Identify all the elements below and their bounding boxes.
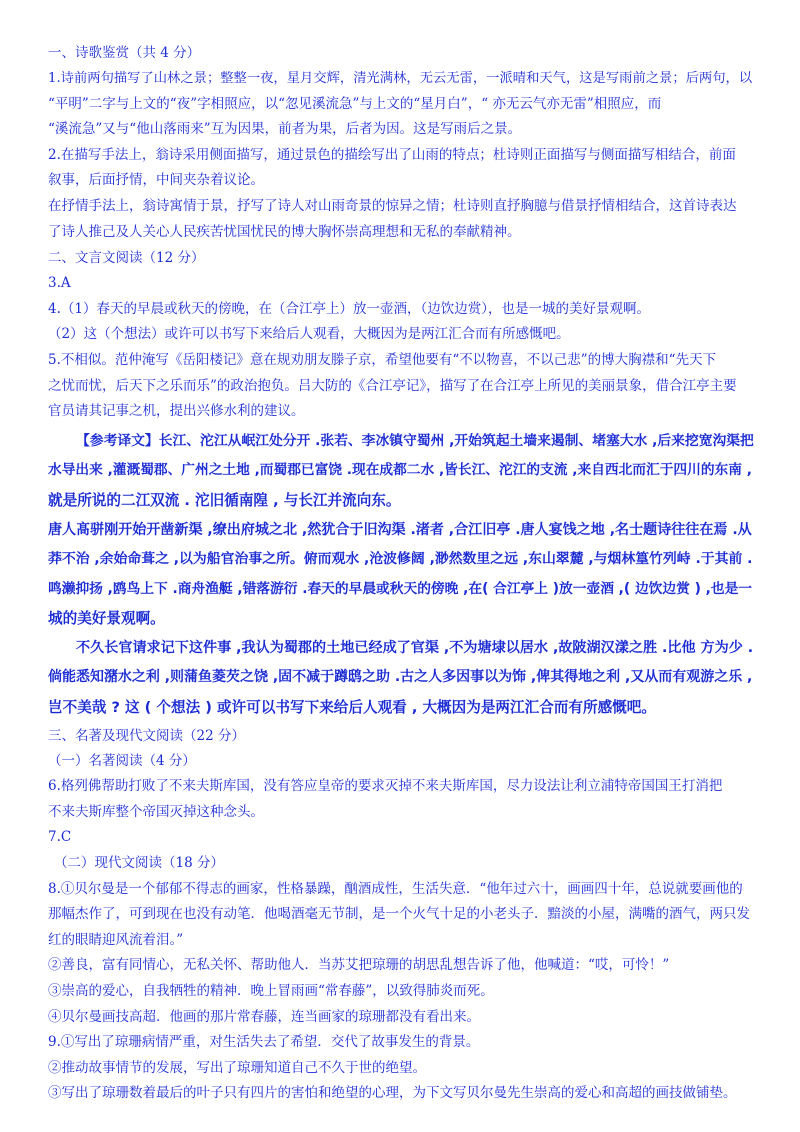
section-heading-reading: 三、名著及现代文阅读（22 分） xyxy=(48,727,245,744)
reference-translation xyxy=(48,427,756,723)
translation-line: 莽不治 ,余始命葺之 ,以为船官治事之所。俯而观水 ,沧波修阔 ,渺然数里之远 ,东山翠麓 ,与烟林篁竹列峙 .于其前 . xyxy=(48,551,753,568)
translation-line: 倘能悉知潴水之利 ,则蒲鱼菱芡之饶 ,固不减于蹲鸱之助 .古之人多因事以为饰 ,俾其得地之利 ,又从而有观游之乐 , xyxy=(48,669,753,686)
translation-line: 【参考译文】长江、沱江从岷江处分开 .张若、李冰镇守蜀州 ,开始筑起土墙来遏制、堵塞大水 ,后来挖宽沟渠把 xyxy=(76,432,754,449)
translation-line: 不久长官请求记下这件事 ,我认为蜀郡的土地已经成了官渠 ,不为塘埭以居水 ,故陂湖汉漾之胜 .比他 方为少 . xyxy=(76,639,754,656)
subsection-heading-classics: （一）名著阅读（4 分） xyxy=(48,752,196,769)
translation-line: 岂不美哉 ? 这 ( 个想法 ) 或许可以书写下来给后人观看 , 大概因为是两江汇合而有所感慨吧。 xyxy=(48,699,656,717)
section-heading-poetry: 一、诗歌鉴赏（共 4 分） xyxy=(48,45,201,61)
answer-q5-line: 官员请其记事之机，提出兴修水利的建议。 xyxy=(48,403,305,420)
answer-q8-line: ②善良，富有同情心，无私关怀、帮助他人．当苏艾把琼珊的胡思乱想告诉了他，他喊道：“哎，可怜！” xyxy=(48,957,670,974)
answer-q1-line: “溪流急”又与“他山落雨来”互为因果，前者为果，后者为因。这是写雨后之景。 xyxy=(48,121,522,138)
answer-q2-line: 在抒情手法上，翁诗寓情于景，抒写了诗人对山雨奇景的惊异之情；杜诗则直抒胸臆与借景抒情相结合，这首诗表达 xyxy=(48,197,737,214)
answer-q9-line: ③写出了琼珊数着最后的叶子只有四片的害怕和绝望的心理，为下文写贝尔曼先生崇高的爱心和高超的画技做铺垫。 xyxy=(48,1085,737,1102)
answer-q5-line: 之忧而忧，后天下之乐而乐”的政治抱负。吕大防的《合江亭记》，描写了在合江亭上所见的美丽景象，借合江亭主要 xyxy=(48,377,737,394)
translation-line: 就是所说的二江双流 . 沱旧循南隍 , 与长江并流向东。 xyxy=(48,491,401,509)
answer-q3: 3.A xyxy=(48,275,71,292)
answer-q8-line: 红的眼睛迎风流着泪。” xyxy=(48,931,184,948)
answer-q9 xyxy=(48,1030,756,1107)
answer-q8 xyxy=(48,877,756,1031)
answer-q1-line: 1.诗前两句描写了山林之景；整整一夜，星月交辉，清光满林，无云无雷，一派晴和天气，这是写雨前之景；后两句，以 xyxy=(48,71,753,86)
answer-q8-line: 8.①贝尔曼是一个郁郁不得志的画家，性格暴躁，酗酒成性，生活失意．“他年过六十，画画四十年，总说就要画他的 xyxy=(48,880,743,897)
translation-line: 城的美好景观啊。 xyxy=(48,610,165,628)
answer-q5-line: 5.不相似。范仲淹写《岳阳楼记》意在规劝朋友滕子京，希望他要有“不以物喜，不以己悲”的博大胸襟和“先天下 xyxy=(48,351,717,368)
answer-q6-line: 不来夫斯库整个帝国灭掉这种念头。 xyxy=(48,803,264,820)
answer-q8-line: 那幅杰作了，可到现在也没有动笔．他喝酒毫无节制，是一个火气十足的小老头子．黯淡的小屋，满嘴的酒气，两只发 xyxy=(48,906,750,923)
answer-q9-line: ②推动故事情节的发展，写出了琼珊知道自己不久于世的绝望。 xyxy=(48,1059,426,1076)
translation-line: 水导出来 ,灌溉蜀郡、广州之土地 ,而蜀郡已富饶 .现在成都二水 ,皆长江、沱江的支流 ,来自西北而汇于四川的东南 , xyxy=(48,462,752,479)
answer-q2-line: 了诗人推己及人关心人民疾苦忧国忧民的博大胸怀崇高理想和无私的奉献精神。 xyxy=(48,223,521,240)
answer-q1 xyxy=(48,66,756,143)
translation-line: 唐人髙骈刚开始开凿新渠 ,缭出府城之北 ,然犹合于旧沟渠 .渚者 ,合江旧亭 .唐人宴饯之地 ,名士题诗往往在焉 .从 xyxy=(48,521,752,538)
answer-q2-line: 叙事，后面抒情，中间夹杂着议论。 xyxy=(48,172,264,189)
translation-line: 鸣濑抑扬 ,鸥鸟上下 .商舟渔艇 ,错落游衍 .春天的早晨或秋天的傍晚 ,在( 合江亭上 )放一壶酒 ,( 边饮边赏 ) ,也是一 xyxy=(48,580,753,597)
answer-q8-line: ④贝尔曼画技高超．他画的那片常春藤，连当画家的琼珊都没有看出来。 xyxy=(48,1008,480,1025)
answer-q9-line: 9.①写出了琼珊病情严重，对生活失去了希望．交代了故事发生的背景。 xyxy=(48,1034,480,1051)
answer-q5 xyxy=(48,348,756,425)
answer-q6 xyxy=(48,774,756,825)
answer-q4-part2: （2）这（个想法）或许可以书写下来给后人观看，大概因为是两江汇合而有所感慨吧。 xyxy=(48,326,570,343)
section-heading-classical: 二、文言文阅读（12 分） xyxy=(48,250,205,267)
answer-q4-part1: 4.（1）春天的早晨或秋天的傍晚，在（合江亭上）放一壶酒，（边饮边赏），也是一城的美好景观啊。 xyxy=(48,300,650,317)
answer-q8-line: ③崇高的爱心，自我牺牲的精神．晚上冒雨画“常春藤”，以致得肺炎而死。 xyxy=(48,983,494,999)
answer-q6-line: 6.格列佛帮助打败了不来夫斯库国，没有答应皇帝的要求灭掉不来夫斯库国，尽力设法让利立浦特帝国国王打消把 xyxy=(48,778,723,795)
answer-q2-line: 2.在描写手法上，翁诗采用侧面描写，通过景色的描绘写出了山雨的特点；杜诗则正面描写与侧面描写相结合，前面 xyxy=(48,146,736,163)
answer-q1-line: “平明”二字与上文的“夜”字相照应，以“忽见溪流急”与上文的“星月白”，“ 亦无云气亦无雷”相照应，而 xyxy=(48,95,662,112)
answer-q7: 7.C xyxy=(48,829,72,846)
answer-q2 xyxy=(48,143,756,245)
subsection-heading-modern: （二）现代文阅读（18 分） xyxy=(54,855,224,872)
